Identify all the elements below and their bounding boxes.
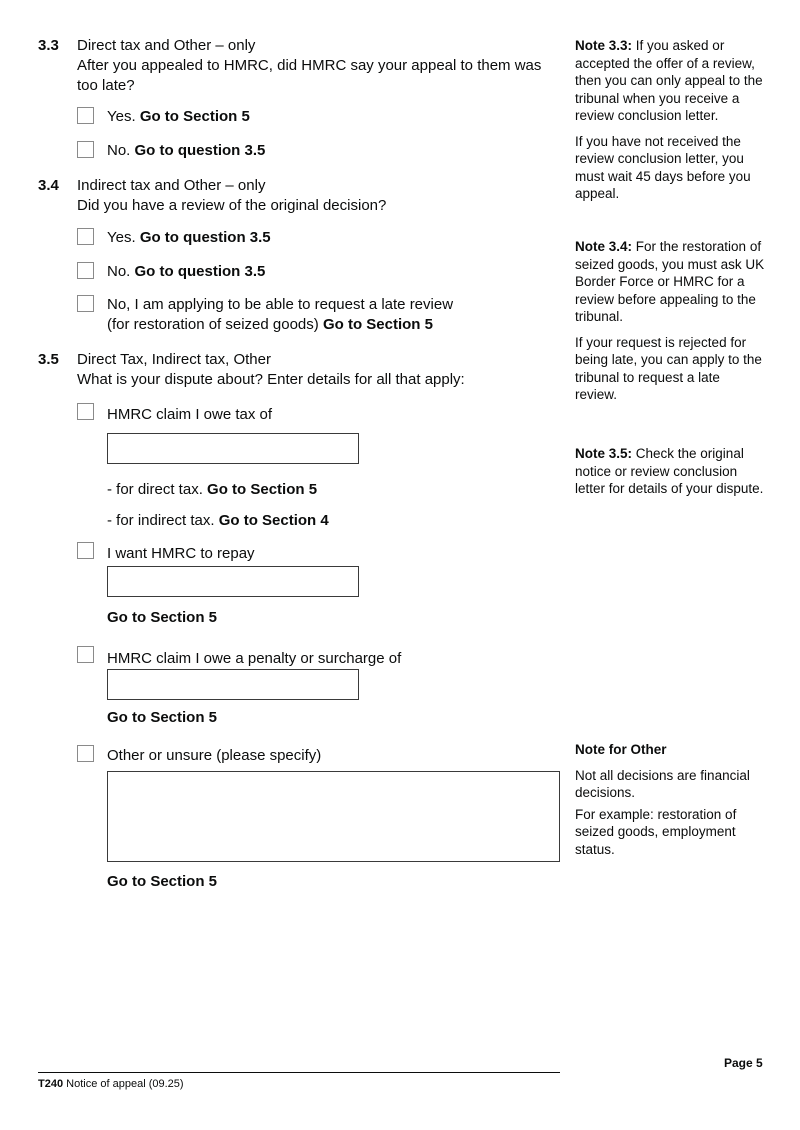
owe-tax-direct-instruction: - for direct tax. Go to Section 5 bbox=[107, 481, 318, 498]
question-number-3-4: 3.4 bbox=[38, 177, 59, 194]
q34-no-checkbox[interactable] bbox=[77, 262, 94, 279]
owe-tax-label: HMRC claim I owe tax of bbox=[107, 406, 273, 423]
penalty-amount-field[interactable] bbox=[107, 669, 359, 700]
owe-tax-amount-field[interactable] bbox=[107, 433, 359, 464]
note-3-4: Note 3.4: For the restoration of seized goods, you must ask UK Border Force or HMRC for a review before appealing to the tribunal. If your request is rejected for being late, you can apply to the tribunal to request a late review. bbox=[575, 239, 765, 402]
q33-no-label: No. Go to question 3.5 bbox=[107, 142, 266, 159]
other-goto: Go to Section 5 bbox=[107, 873, 218, 890]
question-3-3-text bbox=[77, 36, 547, 96]
q33-no-checkbox[interactable] bbox=[77, 141, 94, 158]
q33-yes-checkbox[interactable] bbox=[77, 107, 94, 124]
question-3-4-question: Did you have a review of the original decision? bbox=[77, 197, 387, 214]
penalty-checkbox[interactable] bbox=[77, 646, 94, 663]
question-number-3-3: 3.3 bbox=[38, 37, 59, 54]
question-3-5-question: What is your dispute about? Enter details for all that apply: bbox=[77, 371, 465, 388]
repay-checkbox[interactable] bbox=[77, 542, 94, 559]
page-number: Page 5 bbox=[724, 1056, 763, 1070]
owe-tax-checkbox[interactable] bbox=[77, 403, 94, 420]
question-number-3-5: 3.5 bbox=[38, 351, 59, 368]
other-label: Other or unsure (please specify) bbox=[107, 747, 322, 764]
question-3-5-text bbox=[77, 350, 547, 390]
repay-label: I want HMRC to repay bbox=[107, 545, 255, 562]
note-other: Note for Other Not all decisions are financial decisions. For example: restoration of seized goods, employment status. bbox=[575, 742, 750, 857]
repay-amount-field[interactable] bbox=[107, 566, 359, 597]
q33-yes-label: Yes. Go to Section 5 bbox=[107, 108, 250, 125]
question-3-4-title: Indirect tax and Other – only bbox=[77, 177, 266, 194]
footer-form-id: T240 Notice of appeal (09.25) bbox=[38, 1078, 184, 1090]
q34-late-review-label: No, I am applying to be able to request a late review (for restoration of seized goods) Go to Section 5 bbox=[107, 296, 454, 333]
question-3-5-title: Direct Tax, Indirect tax, Other bbox=[77, 351, 271, 368]
other-checkbox[interactable] bbox=[77, 745, 94, 762]
other-details-field[interactable] bbox=[107, 771, 560, 862]
repay-goto: Go to Section 5 bbox=[107, 609, 218, 626]
penalty-label: HMRC claim I owe a penalty or surcharge of bbox=[107, 650, 402, 667]
note-3-5: Note 3.5: Check the original notice or review conclusion letter for details of your dispute. bbox=[575, 446, 764, 496]
q34-yes-checkbox[interactable] bbox=[77, 228, 94, 245]
question-3-4-text bbox=[77, 176, 547, 216]
question-3-3-question: After you appealed to HMRC, did HMRC say your appeal to them was too late? bbox=[77, 57, 542, 94]
question-3-3-title: Direct tax and Other – only bbox=[77, 37, 256, 54]
owe-tax-indirect-instruction: - for indirect tax. Go to Section 4 bbox=[107, 512, 329, 529]
note-3-3: Note 3.3: If you asked or accepted the offer of a review, then you can only appeal to the tribunal when you receive a review conclusion letter. If you have not received the review conclusion letter, you must wait 45 days before you appeal. bbox=[575, 38, 763, 201]
q34-yes-label: Yes. Go to question 3.5 bbox=[107, 229, 271, 246]
footer-divider bbox=[38, 1072, 560, 1073]
penalty-goto: Go to Section 5 bbox=[107, 709, 218, 726]
q34-no-label: No. Go to question 3.5 bbox=[107, 263, 266, 280]
q34-late-review-checkbox[interactable] bbox=[77, 295, 94, 312]
